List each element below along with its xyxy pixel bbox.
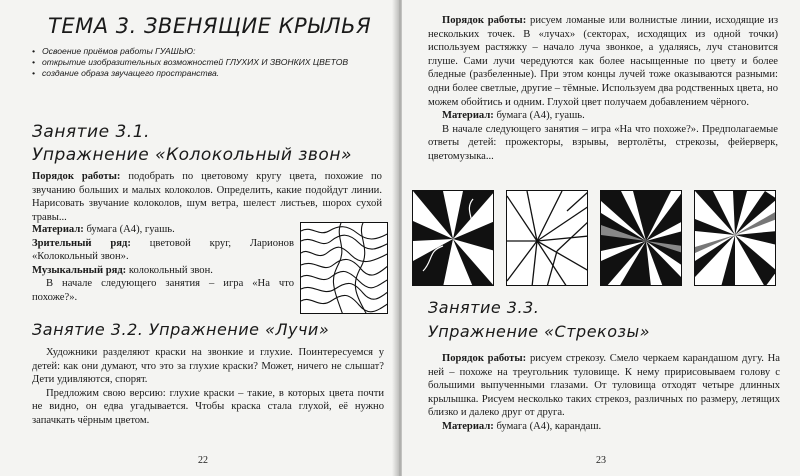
material-line: Материал: бумага (А4), гуашь. [442, 110, 585, 122]
lesson-3-1-order: Порядок работы: подобрать по цветовому кругу цвета, похожие по звучанию больших и малых колоколов. Определить, какие подойдут линии. Нарисовать звучание колоколов, шум ветра, шелест листьев, шорох сухой травы... [32, 171, 382, 223]
goal-item: • открытие изобразительных возможностей ГЛУХИХ И ЗВОНКИХ ЦВЕТОВ [32, 57, 349, 67]
paragraph: Художники разделяют краски на звонкие и глухие. Поинтересуемся у детей: как они думают, что это за глухие краски? Может, ничего не слышат? Дети удивляются, спорят. [32, 347, 384, 386]
theme-goals-list [32, 46, 362, 79]
lesson-3-2-text [32, 346, 384, 428]
page-number: 22 [198, 455, 208, 466]
lesson-3-1-number: Занятие 3.1. [32, 122, 150, 142]
wavy-lines-illustration [300, 222, 388, 314]
rays-illustration-3 [600, 190, 682, 286]
music-line: Музыкальный ряд: колокольный звон. [32, 264, 213, 276]
rays-illustration-2 [506, 190, 588, 286]
bullet-icon: • [32, 46, 36, 56]
material-line: Материал: бумага (А4), карандаш. [442, 420, 602, 432]
rays-illustration-4 [694, 190, 776, 286]
page-number: 23 [596, 455, 606, 466]
lesson-3-3-text [428, 352, 780, 434]
lesson-3-1-details [32, 223, 294, 305]
lesson-3-2-title: Занятие 3.2. Упражнение «Лучи» [32, 320, 330, 339]
theme-title: ТЕМА 3. ЗВЕНЯЩИЕ КРЫЛЬЯ [48, 14, 372, 38]
next-lesson-line: В начале следующего занятия – игра «На что похоже?». [32, 278, 294, 303]
left-page [0, 0, 398, 476]
next-lesson-line: В начале следующего занятия – игра «На что похоже?». Предполагаемые ответы детей: прожекторы, взрывы, вертолёты, стрекозы, фейерверк, цветомузыка... [428, 123, 778, 162]
paragraph: Порядок работы: рисуем стрекозу. Смело черкаем карандашом дугу. На ней – похоже на треугольник туловище. К нему пририсовываем голову с большими выпученными глазами. От туловища отходят четыре длинных крылышка. Рисуем несколько таких стрекоз, различных по размеру, летящих близко и далеко друг от друга. [428, 353, 781, 419]
goal-item: • создание образа звучащего пространства. [32, 68, 220, 78]
bullet-icon: • [32, 68, 36, 78]
lesson-3-2-continued [428, 14, 778, 164]
paragraph: Предложим свою версию: глухие краски – такие, в которых цвета почти не видно, он едва угадывается. Чтобы краска стала глухой, её нужно запачкать чёрным цветом. [32, 387, 384, 426]
bullet-icon: • [32, 57, 36, 67]
material-line: Материал: бумага (А4), гуашь. [32, 224, 175, 235]
lesson-3-1-title: Упражнение «Колокольный звон» [32, 145, 352, 165]
lesson-3-3-number: Занятие 3.3. [428, 298, 540, 317]
right-page [402, 0, 800, 476]
lesson-3-3-title: Упражнение «Стрекозы» [428, 322, 651, 341]
rays-illustration-1 [412, 190, 494, 286]
goal-item: • Освоение приёмов работы ГУАШЬЮ: [32, 46, 196, 56]
paragraph: Порядок работы: рисуем ломаные или волнистые линии, исходящие из нескольких точек. В «лучах» (секторах, исходящих из одной точки) используем растяжку – начало луча звонкое, а удаляясь, луч становится глуше. Сами лучи чередуются как более насыщенные по цвету и более бледные (разбеленные). При этом концы лучей тоже оказываются разными: одни более светлые, другие – тёмные. Используем два родственных цвета, но можем обойтись и одним. Глухой цвет получаем добавлением чёрного. [428, 15, 778, 108]
visual-line: Зрительный ряд: цветовой круг, Ларионов «Колокольный звон». [32, 237, 294, 263]
